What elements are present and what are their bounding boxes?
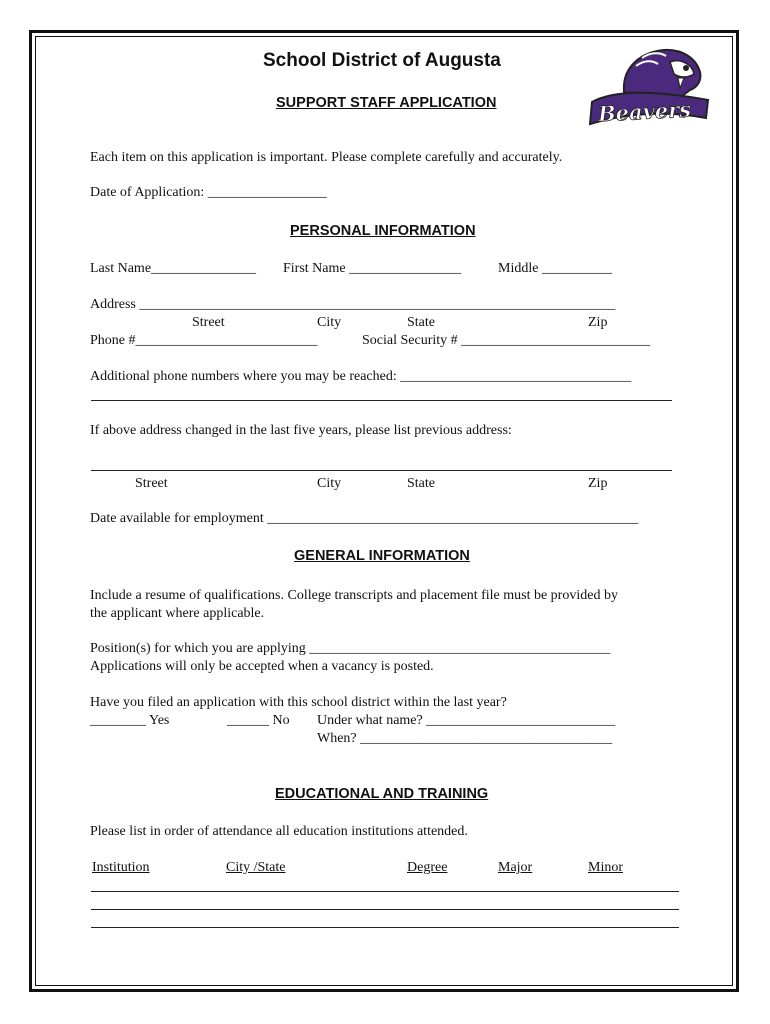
column-degree: Degree <box>407 860 448 875</box>
education-instructions: Please list in order of attendance all education institutions attended. <box>90 824 468 839</box>
general-information-heading: GENERAL INFORMATION <box>294 548 470 564</box>
positions-field[interactable]: Position(s) for which you are applying ___________________________________________ <box>90 641 611 656</box>
date-available-field[interactable]: Date available for employment _____________________________________________________ <box>90 511 639 526</box>
column-city-state: City /State <box>226 860 286 875</box>
vacancy-note: Applications will only be accepted when a vacancy is posted. <box>90 659 434 674</box>
social-security-field[interactable]: Social Security # ___________________________ <box>362 333 651 348</box>
filed-no-field[interactable]: ______ No <box>227 713 290 728</box>
education-entry-line[interactable] <box>91 927 679 928</box>
column-institution: Institution <box>92 860 150 875</box>
address-field[interactable]: Address ____________________________________________________________________ <box>90 297 616 312</box>
personal-information-heading: PERSONAL INFORMATION <box>290 223 476 239</box>
form-title: SUPPORT STAFF APPLICATION <box>276 95 497 111</box>
middle-name-field[interactable]: Middle __________ <box>498 261 612 276</box>
column-major: Major <box>498 860 533 875</box>
address-street-label: Street <box>192 315 225 330</box>
instructions-text: Each item on this application is important. Please complete carefully and accurately. <box>90 150 563 165</box>
resume-text-line2: the applicant where applicable. <box>90 606 265 621</box>
date-of-application-field[interactable]: Date of Application: _________________ <box>90 185 327 200</box>
beavers-logo <box>584 44 714 140</box>
previous-state-label: State <box>407 476 435 491</box>
svg-text:Beavers: Beavers <box>597 96 692 127</box>
address-zip-label: Zip <box>588 315 608 330</box>
address-city-label: City <box>317 315 342 330</box>
resume-text-line1: Include a resume of qualifications. College transcripts and placement file must be provided by <box>90 588 618 603</box>
education-entry-line[interactable] <box>91 909 679 910</box>
address-state-label: State <box>407 315 435 330</box>
previous-address-line[interactable] <box>91 470 672 471</box>
additional-phone-line[interactable] <box>91 400 672 401</box>
when-field[interactable]: When? ____________________________________ <box>317 731 613 746</box>
last-name-field[interactable]: Last Name_______________ <box>90 261 257 276</box>
previous-address-prompt: If above address changed in the last five years, please list previous address: <box>90 423 512 438</box>
column-minor: Minor <box>588 860 623 875</box>
first-name-field[interactable]: First Name ________________ <box>283 261 462 276</box>
filed-yes-field[interactable]: ________ Yes <box>90 713 170 728</box>
educational-training-heading: EDUCATIONAL AND TRAINING <box>275 786 489 802</box>
previous-zip-label: Zip <box>588 476 608 491</box>
previous-city-label: City <box>317 476 342 491</box>
filed-application-question: Have you filed an application with this school district within the last year? <box>90 695 507 710</box>
education-entry-line[interactable] <box>91 891 679 892</box>
phone-field[interactable]: Phone #__________________________ <box>90 333 318 348</box>
previous-street-label: Street <box>135 476 168 491</box>
additional-phone-field[interactable]: Additional phone numbers where you may be reached: _________________________________ <box>90 369 632 384</box>
district-title: School District of Augusta <box>263 50 501 71</box>
under-what-name-field[interactable]: Under what name? ___________________________ <box>317 713 616 728</box>
